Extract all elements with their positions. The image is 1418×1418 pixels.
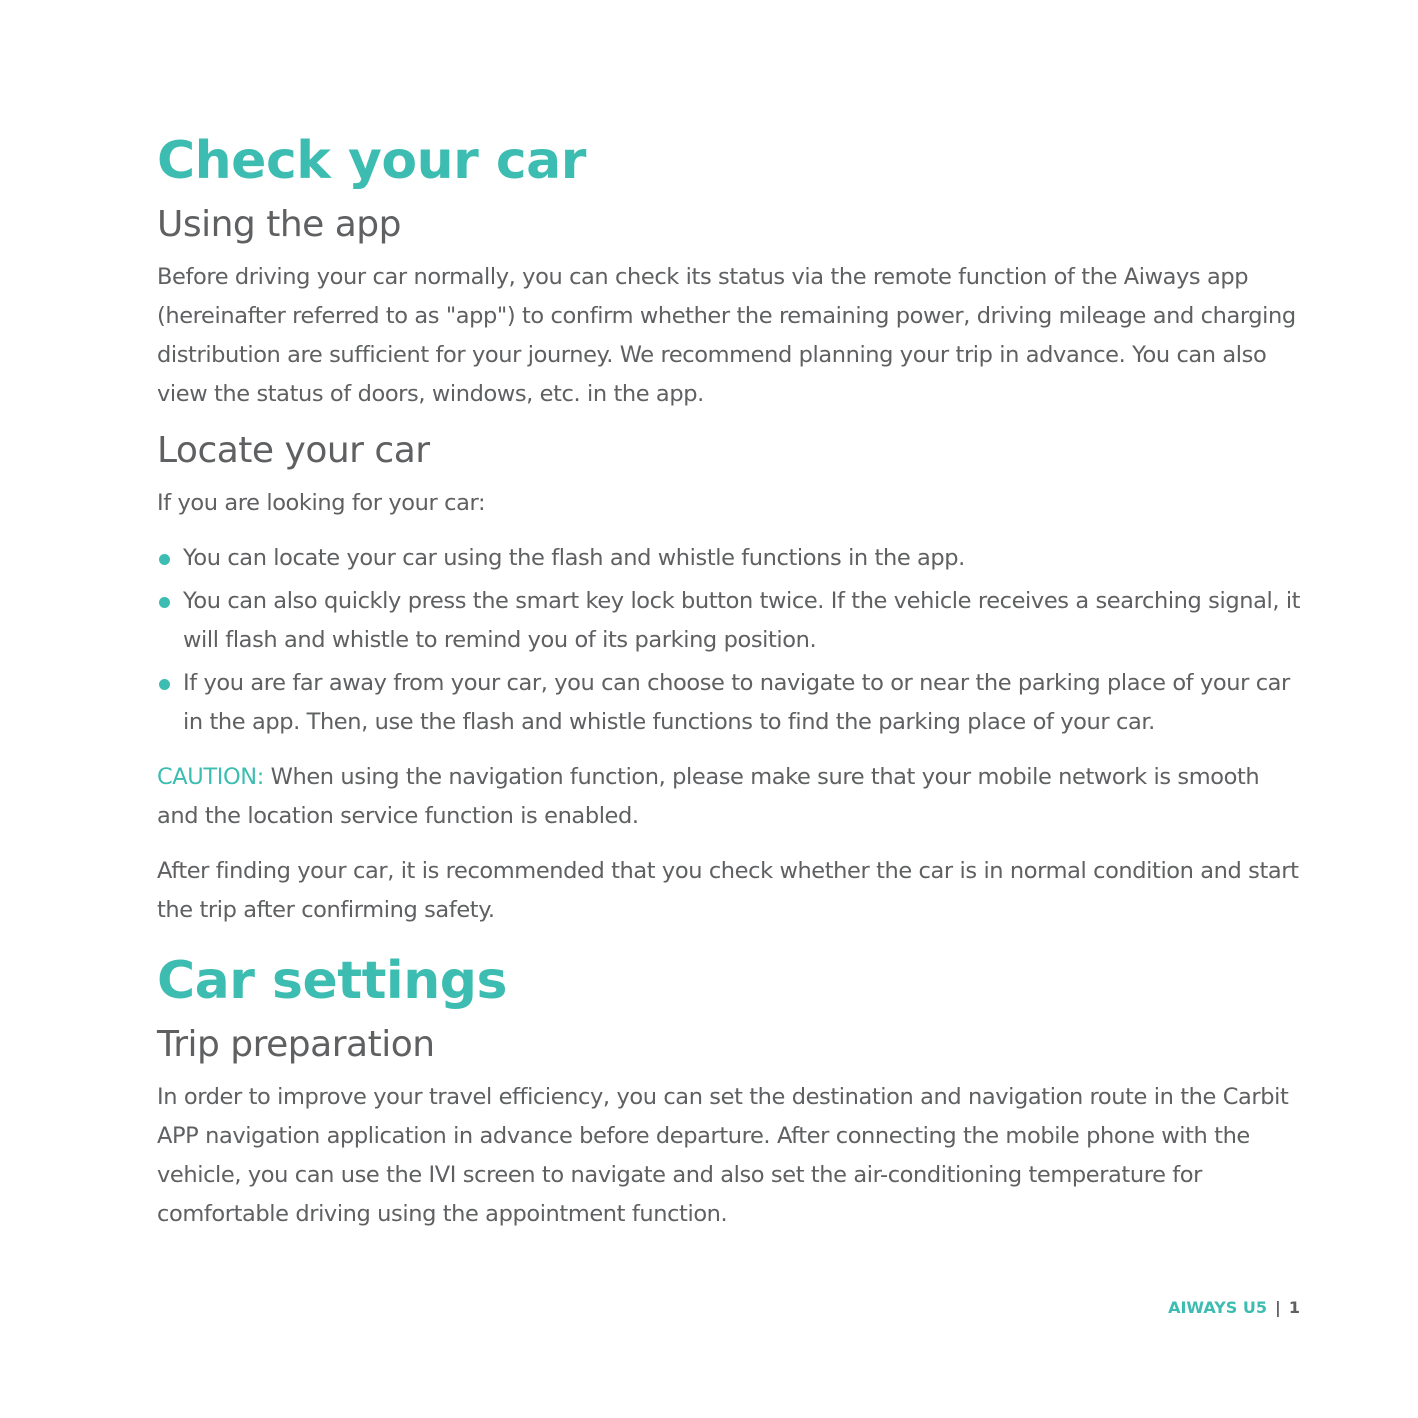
list-item-text: You can locate your car using the flash and whistle functions in the app. [183,545,965,571]
caution-label: CAUTION: [157,764,264,790]
list-item [157,582,1302,660]
bullet-dot-icon [159,554,170,565]
bullet-list [157,539,1302,742]
page-footer [1168,1296,1300,1320]
section-title-car-settings: Car settings [157,951,507,1011]
paragraph-trip-preparation: In order to improve your travel efficiency, you can set the destination and navigation route in the Carbit APP navigation application in advance before departure. After connecting the mobile phone with the vehicle, you can use the IVI screen to navigate and also set the air-conditioning temperature for comfortable driving using the appointment function. [157,1084,1289,1227]
bullet-dot-icon [159,679,170,690]
page-number: 1 [1288,1298,1300,1317]
list-item [157,539,1302,578]
bullet-dot-icon [159,597,170,608]
list-item [157,664,1302,742]
list-item-text: If you are far away from your car, you can choose to navigate to or near the parking place of your car in the app. Then, use the flash and whistle functions to find the parking place of your car. [183,670,1290,735]
footer-brand: AIWAYS U5 [1168,1298,1268,1317]
subheading-using-the-app: Using the app [157,204,402,245]
caution-text: When using the navigation function, please make sure that your mobile network is smooth and the location service function is enabled. [157,764,1260,829]
paragraph-using-the-app: Before driving your car normally, you can check its status via the remote function of the Aiways app (hereinafter referred to as "app") to confirm whether the remaining power, driving mileage and charging distribution are sufficient for your journey. We recommend planning your trip in advance. You can also view the status of doors, windows, etc. in the app. [157,264,1296,407]
section-title-check-your-car: Check your car [157,131,586,191]
list-item-text: You can also quickly press the smart key lock button twice. If the vehicle receives a searching signal, it will flash and whistle to remind you of its parking position. [183,588,1301,653]
document-page [157,128,1302,1234]
subheading-trip-preparation: Trip preparation [157,1024,435,1065]
caution-note [157,758,1302,836]
footer-separator: | [1275,1298,1281,1317]
paragraph-locate-intro: If you are looking for your car: [157,490,486,516]
subheading-locate-your-car: Locate your car [157,430,430,471]
paragraph-after-finding: After finding your car, it is recommended that you check whether the car is in normal condition and start the trip after confirming safety. [157,858,1299,923]
